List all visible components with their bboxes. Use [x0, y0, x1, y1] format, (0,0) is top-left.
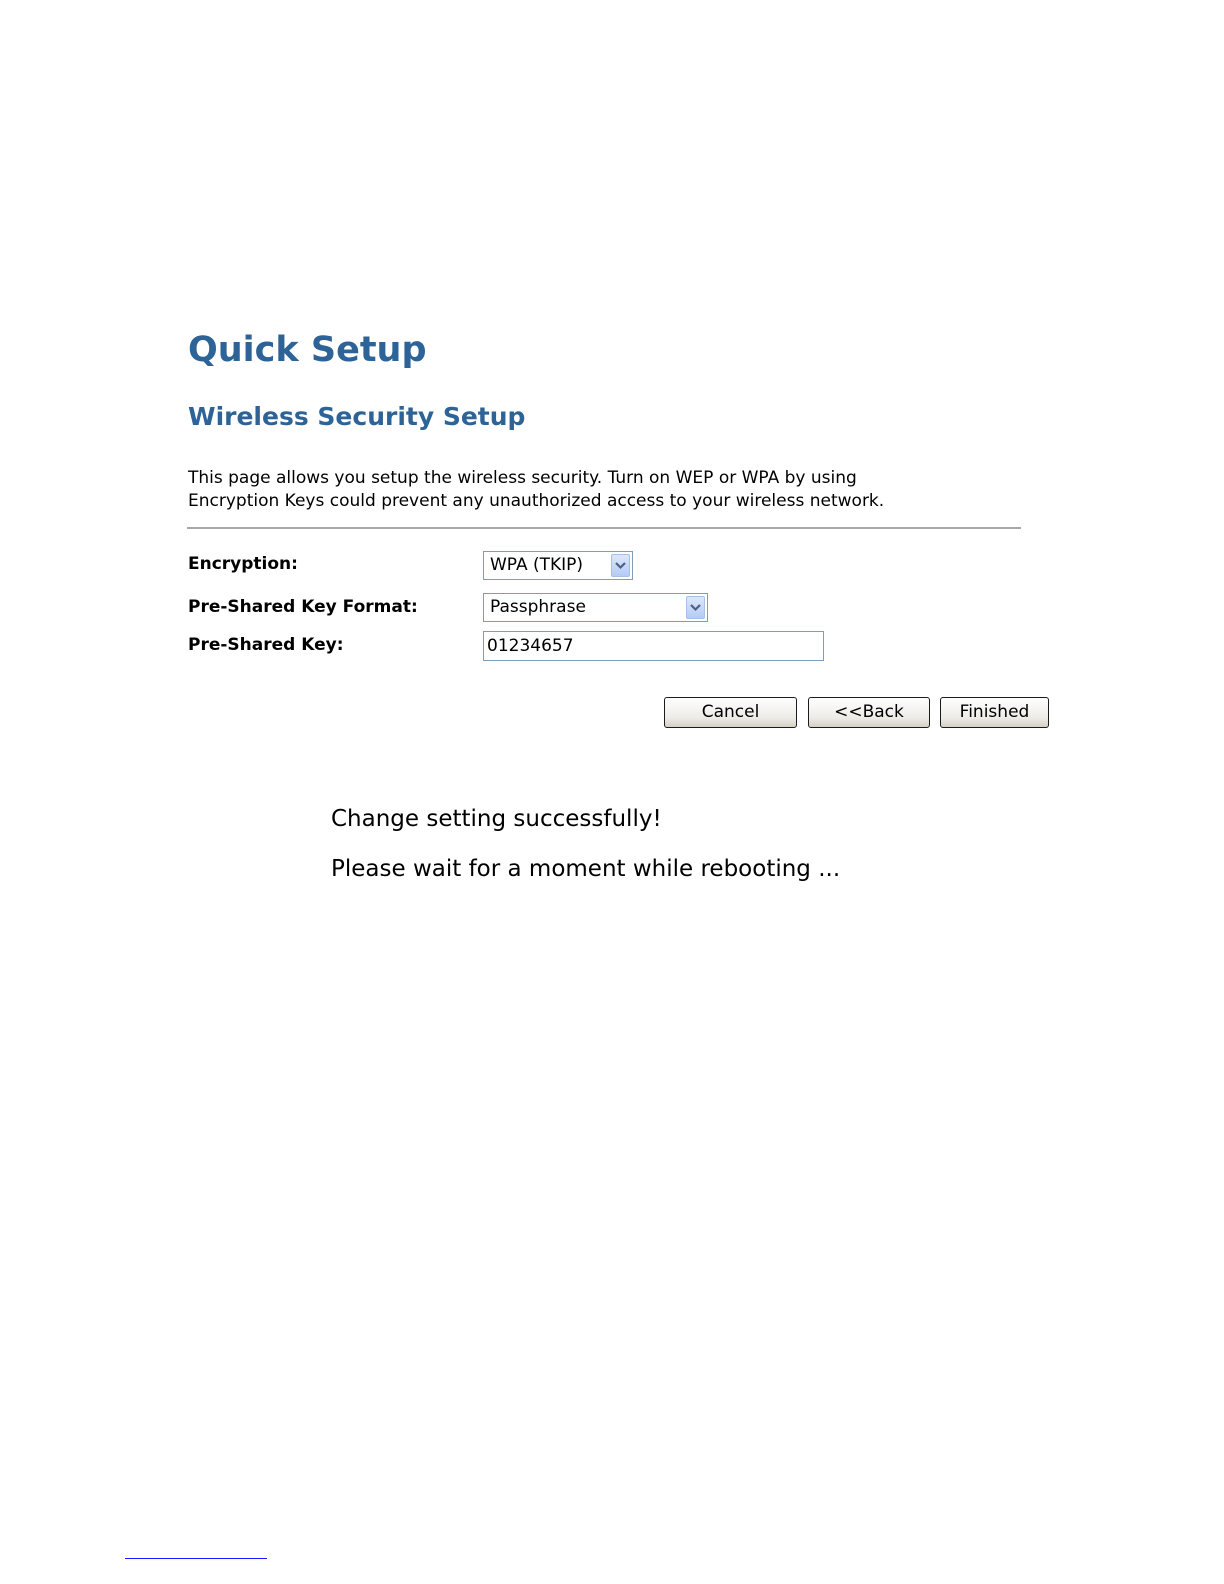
footnote-rule [125, 1558, 267, 1559]
key-format-select[interactable] [483, 593, 708, 622]
encryption-select-value: WPA (TKIP) [490, 555, 584, 575]
finished-button[interactable]: Finished [940, 697, 1049, 728]
key-format-select-value: Passphrase [490, 597, 586, 617]
encryption-select[interactable] [483, 551, 633, 580]
section-title: Wireless Security Setup [188, 402, 526, 431]
divider [187, 527, 1021, 529]
reboot-message: Please wait for a moment while rebooting ... [331, 856, 841, 882]
chevron-down-icon[interactable] [611, 554, 630, 577]
cancel-button[interactable]: Cancel [664, 697, 797, 728]
back-button[interactable]: <<Back [808, 697, 930, 728]
key-label: Pre-Shared Key: [188, 635, 344, 655]
key-format-label: Pre-Shared Key Format: [188, 597, 418, 617]
description-line-1: This page allows you setup the wireless security. Turn on WEP or WPA by using [188, 468, 857, 488]
description-line-2: Encryption Keys could prevent any unauthorized access to your wireless network. [188, 491, 885, 511]
chevron-down-icon[interactable] [686, 596, 705, 619]
success-message: Change setting successfully! [331, 806, 662, 832]
pre-shared-key-input[interactable]: 01234657 [483, 631, 824, 661]
page-title: Quick Setup [188, 330, 427, 370]
encryption-label: Encryption: [188, 554, 298, 574]
